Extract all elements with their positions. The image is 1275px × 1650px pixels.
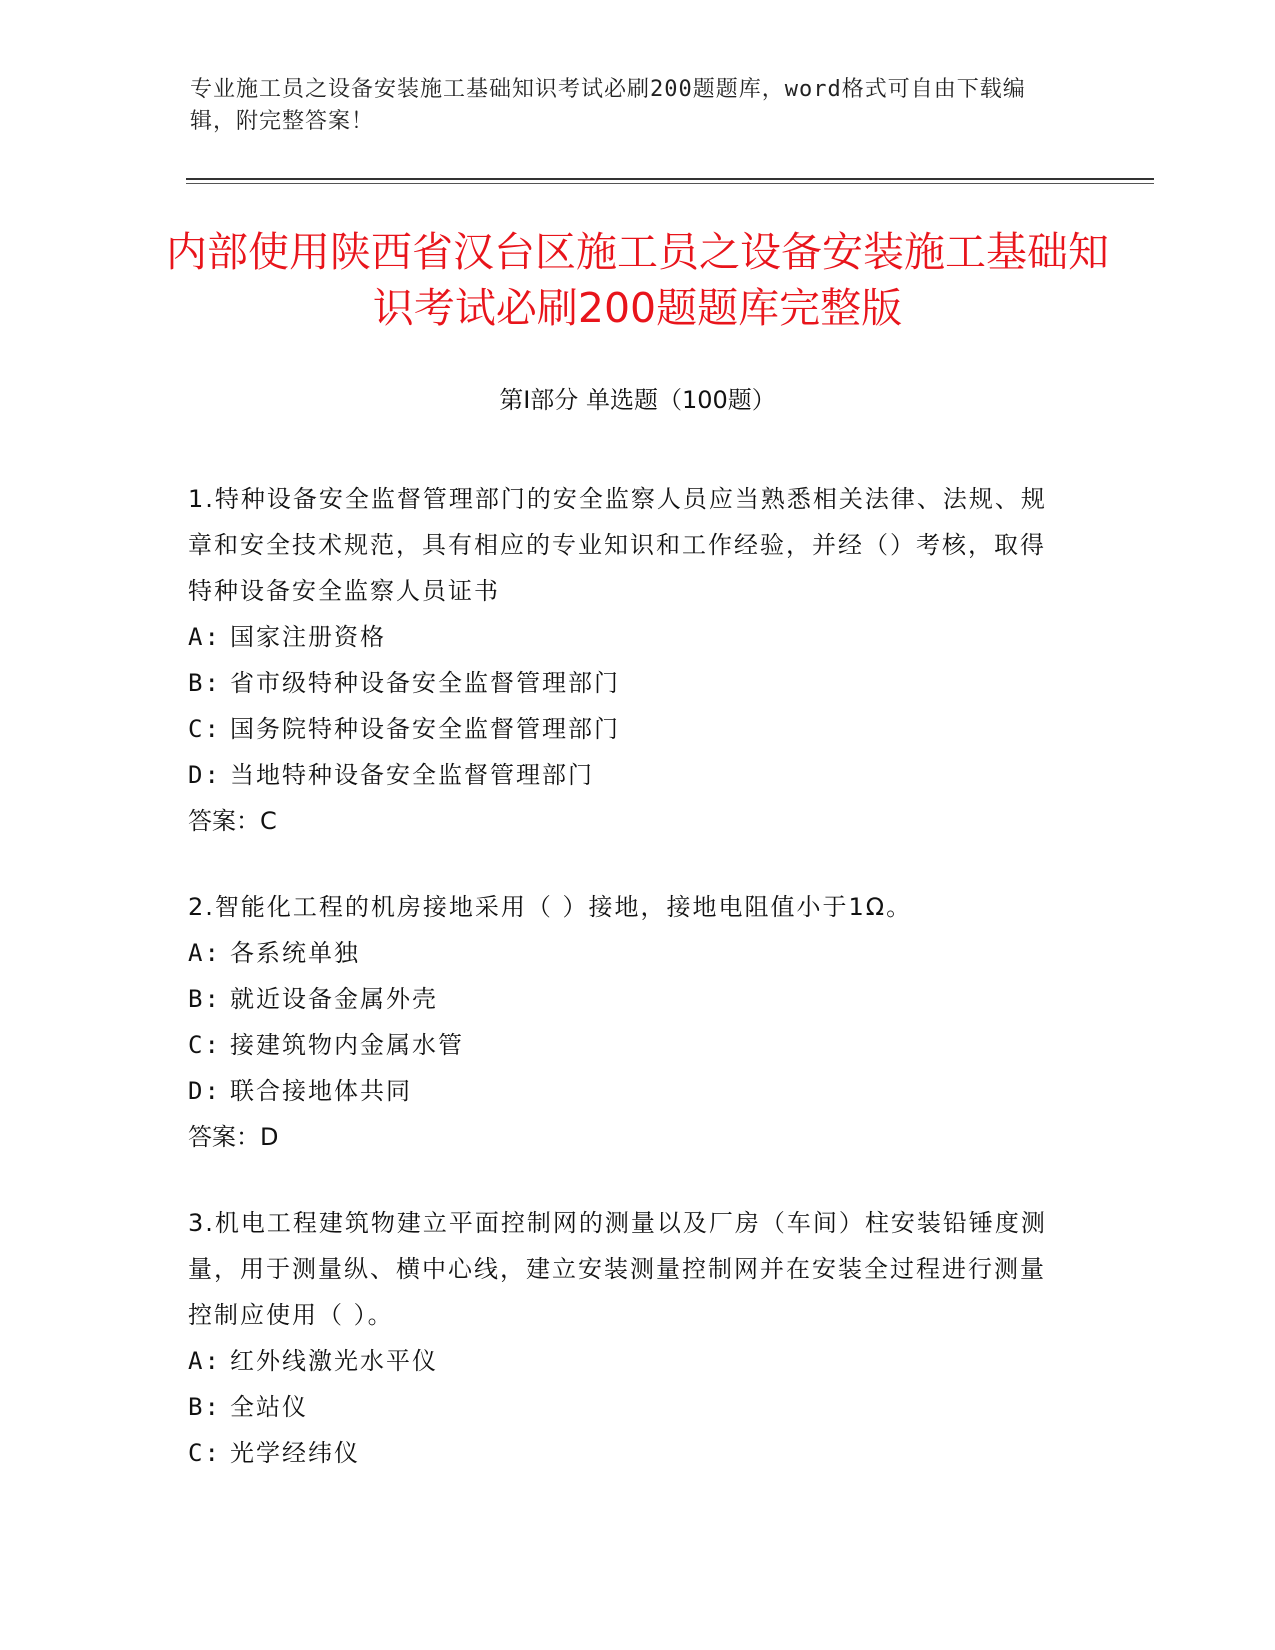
option-d <box>188 752 1063 798</box>
option-text: 联合接地体共同 <box>230 1077 412 1105</box>
answer: 答案：D <box>188 1123 279 1151</box>
option-text: 省市级特种设备安全监督管理部门 <box>230 669 620 697</box>
option-text: 红外线激光水平仪 <box>230 1347 438 1375</box>
question-1 <box>188 476 1063 844</box>
option-text: 各系统单独 <box>230 939 360 967</box>
option-text: 当地特种设备安全监督管理部门 <box>230 761 594 789</box>
section-title: 第Ⅰ部分 单选题（100题） <box>499 386 776 414</box>
option-b <box>188 660 1063 706</box>
question-2 <box>188 884 1063 1160</box>
question-list <box>188 476 1063 1516</box>
option-key: B: <box>188 985 221 1013</box>
option-key: A: <box>188 1347 221 1375</box>
option-c <box>188 1430 1063 1476</box>
option-key: B: <box>188 1393 221 1421</box>
option-text: 国家注册资格 <box>230 623 386 651</box>
option-a <box>188 930 1063 976</box>
option-text: 接建筑物内金属水管 <box>230 1031 464 1059</box>
question-stem: 1.特种设备安全监督管理部门的安全监察人员应当熟悉相关法律、法规、规章和安全技术规范，具有相应的专业知识和工作经验，并经（）考核，取得特种设备安全监察人员证书 <box>188 485 1047 605</box>
header-note: 专业施工员之设备安装施工基础知识考试必刷200题题库，word格式可自由下载编辑，附完整答案！ <box>190 77 1026 134</box>
answer: 答案：C <box>188 807 277 835</box>
option-text: 光学经纬仪 <box>230 1439 360 1467</box>
option-key: C: <box>188 715 221 743</box>
option-key: A: <box>188 939 221 967</box>
option-b <box>188 1384 1063 1430</box>
document-title: 内部使用陕西省汉台区施工员之设备安装施工基础知识考试必刷200题题库完整版 <box>166 228 1109 332</box>
option-key: C: <box>188 1439 221 1467</box>
option-key: D: <box>188 1077 221 1105</box>
option-c <box>188 1022 1063 1068</box>
question-stem: 2.智能化工程的机房接地采用（ ）接地，接地电阻值小于1Ω。 <box>188 893 913 921</box>
option-key: A: <box>188 623 221 651</box>
option-key: C: <box>188 1031 221 1059</box>
option-c <box>188 706 1063 752</box>
option-a <box>188 1338 1063 1384</box>
option-b <box>188 976 1063 1022</box>
option-text: 全站仪 <box>230 1393 308 1421</box>
option-d <box>188 1068 1063 1114</box>
question-stem: 3.机电工程建筑物建立平面控制网的测量以及厂房（车间）柱安装铅锤度测量，用于测量纵、横中心线，建立安装测量控制网并在安装全过程进行测量控制应使用（ ）。 <box>188 1209 1047 1329</box>
header-divider <box>186 178 1154 180</box>
question-3 <box>188 1200 1063 1476</box>
option-text: 国务院特种设备安全监督管理部门 <box>230 715 620 743</box>
option-a <box>188 614 1063 660</box>
header-divider-thin <box>186 183 1154 184</box>
option-key: D: <box>188 761 221 789</box>
option-key: B: <box>188 669 221 697</box>
option-text: 就近设备金属外壳 <box>230 985 438 1013</box>
